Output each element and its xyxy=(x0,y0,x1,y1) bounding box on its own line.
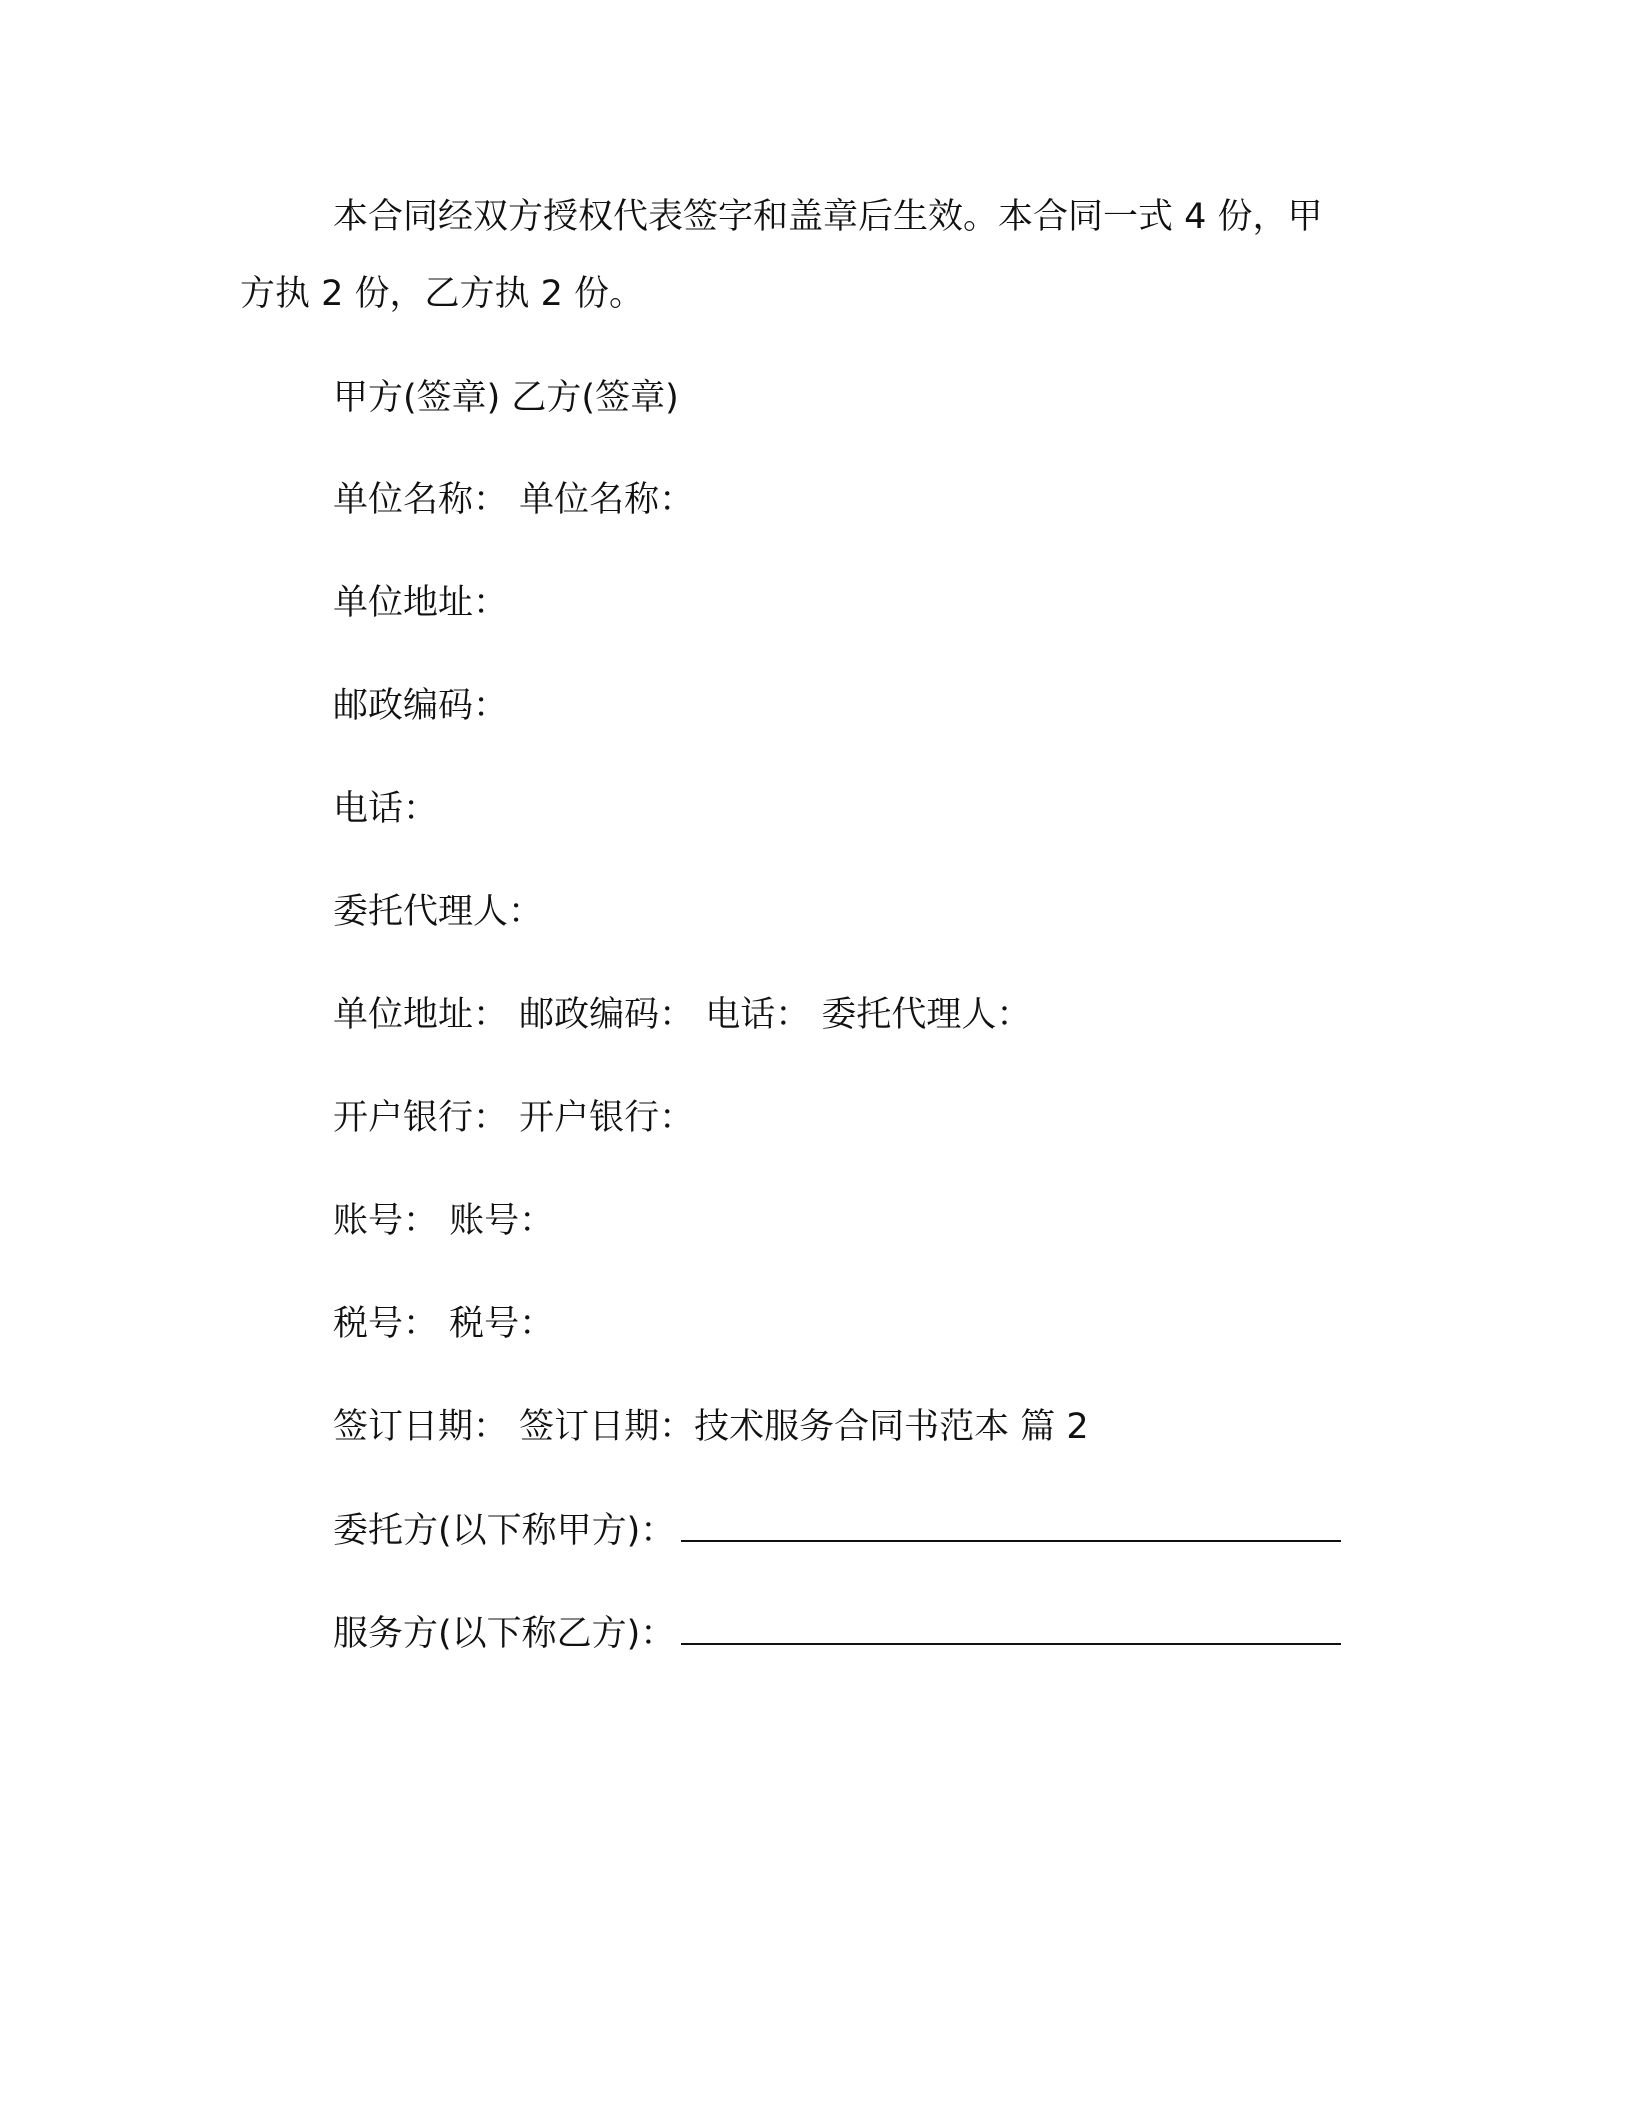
paragraph-effect-line-1: 本合同经双方授权代表签字和盖章后生效。本合同一式 4 份，甲 xyxy=(333,197,1323,237)
provider-label: 服务方(以下称乙方)： xyxy=(333,1614,676,1654)
postal-code-field: 邮政编码： xyxy=(333,686,509,726)
phone-field: 电话： xyxy=(333,789,439,829)
unit-name-field: 单位名称： 单位名称： xyxy=(333,480,695,520)
bank-field: 开户银行： 开户银行： xyxy=(333,1098,695,1138)
paragraph-effect-line-2: 方执 2 份，乙方执 2 份。 xyxy=(240,274,645,314)
client-line xyxy=(333,1509,1341,1553)
signing-date-field: 签订日期： 签订日期：技术服务合同书范本 篇 2 xyxy=(333,1407,1089,1447)
tax-id-field: 税号： 税号： xyxy=(333,1304,555,1344)
combined-fields: 单位地址： 邮政编码： 电话： 委托代理人： xyxy=(333,995,1032,1035)
agent-field: 委托代理人： xyxy=(333,892,544,932)
unit-address-field: 单位地址： xyxy=(333,583,509,623)
provider-blank[interactable] xyxy=(681,1613,1341,1645)
account-field: 账号： 账号： xyxy=(333,1201,555,1241)
signature-heading: 甲方(签章) 乙方(签章) xyxy=(333,378,679,418)
client-label: 委托方(以下称甲方)： xyxy=(333,1511,676,1551)
provider-line xyxy=(333,1612,1341,1656)
client-blank[interactable] xyxy=(681,1510,1341,1542)
